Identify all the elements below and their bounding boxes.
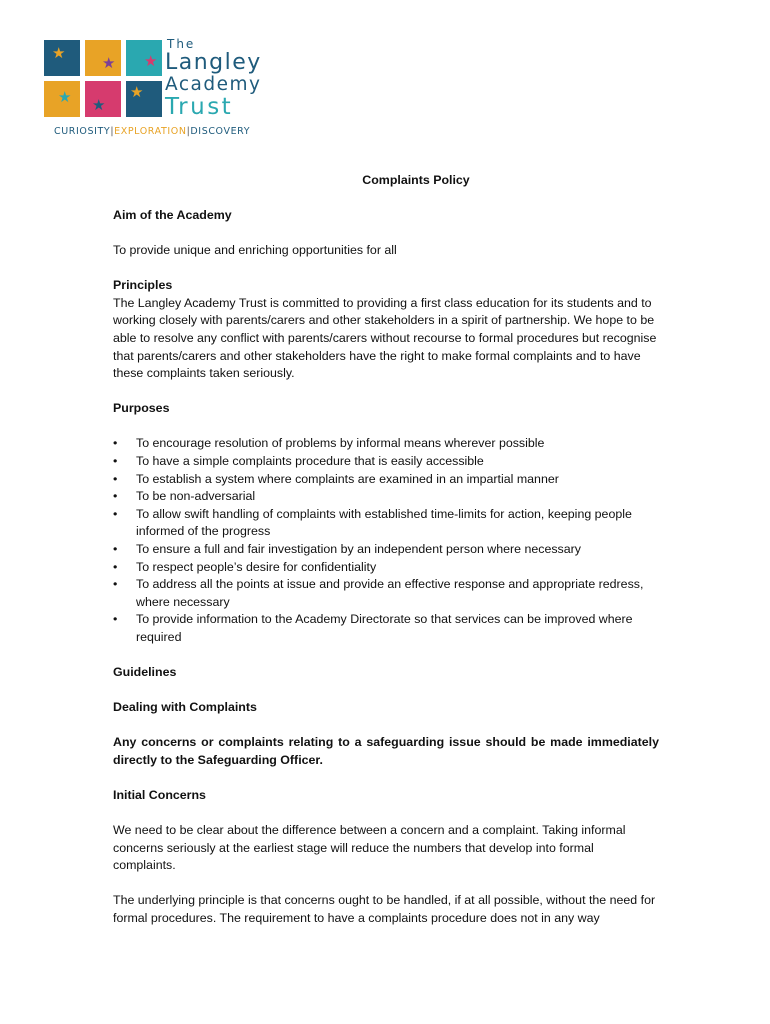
logo-star-icon: ★ [102, 55, 116, 72]
list-item-text: To address all the points at issue and provide an effective response and appropriate redress, where necessary [136, 577, 644, 609]
tagline-curiosity: CURIOSITY [54, 126, 111, 137]
document-body [113, 172, 659, 928]
list-item-text: To have a simple complaints procedure that is easily accessible [136, 454, 484, 469]
list-item-text: To establish a system where complaints are examined in an impartial manner [136, 471, 559, 486]
list-item [113, 453, 659, 471]
tagline-separator: | [186, 126, 191, 137]
list-item [113, 471, 659, 489]
list-item-text: To provide information to the Academy Directorate so that services can be improved where required [136, 612, 633, 644]
list-item [113, 541, 659, 559]
document-title: Complaints Policy [362, 173, 470, 187]
bullet-icon: • [113, 489, 118, 504]
bullet-icon: • [113, 506, 118, 521]
bullet-icon: • [113, 577, 118, 592]
list-item [113, 488, 659, 506]
tagline-separator: | [110, 126, 115, 137]
underlying-principle-text: The underlying principle is that concerns ought to be handled, if at all possible, without the need for formal procedures. The requirement to have a complaints procedure does not in any way [113, 893, 656, 925]
list-item-text: To respect people’s desire for confidentiality [136, 559, 377, 574]
dealing-heading: Dealing with Complaints [113, 700, 257, 715]
tagline-discovery: DISCOVERY [190, 126, 251, 137]
logo-star-icon: ★ [144, 53, 158, 70]
initial-concerns-text: We need to be clear about the difference between a concern and a complaint. Taking informal concerns seriously at the earliest stage will reduce the numbers that develop into formal complaints. [113, 823, 626, 873]
logo-star-icon: ★ [52, 45, 66, 62]
bullet-icon: • [113, 542, 118, 556]
logo-star-icon: ★ [92, 97, 106, 114]
purposes-heading: Purposes [113, 401, 170, 416]
logo-langley: Langley [165, 50, 262, 75]
logo-star-icon: ★ [130, 84, 144, 101]
list-item-text: To allow swift handling of complaints with established time-limits for action, keeping people informed of the progress [136, 506, 632, 539]
principles-heading: Principles [113, 278, 173, 293]
tagline-exploration: EXPLORATION [114, 126, 187, 137]
logo-star-icon: ★ [58, 89, 72, 106]
list-item [113, 576, 659, 611]
logo-trust: Trust [165, 94, 234, 120]
aim-heading: Aim of the Academy [113, 208, 232, 223]
bullet-icon: • [113, 471, 118, 486]
academy-logo [40, 36, 280, 140]
list-item [113, 435, 659, 453]
list-item-text: To encourage resolution of problems by informal means wherever possible [136, 436, 545, 451]
logo-tagline [54, 126, 250, 137]
bullet-icon: • [113, 454, 118, 469]
principles-text: The Langley Academy Trust is committed to providing a first class education for its students and to working closely with parents/carers and other stakeholders in a spirit of partnership. We hope to be able to resolve any conflict with parents/carers without recourse to formal procedures but recognise that parents/carers and other stakeholders have the right to make formal complaints and to have these complaints taken seriously. [113, 295, 657, 381]
bullet-icon: • [113, 436, 118, 451]
logo-academy: Academy [165, 74, 262, 95]
guidelines-heading: Guidelines [113, 665, 177, 680]
logo-the: The [167, 37, 196, 51]
aim-text: To provide unique and enriching opportunities for all [113, 243, 397, 258]
safeguarding-notice: Any concerns or complaints relating to a safeguarding issue should be made immediately directly to the Safeguarding Officer. [113, 735, 659, 767]
list-item-text: To ensure a full and fair investigation by an independent person where necessary [136, 542, 581, 556]
purposes-list [113, 435, 659, 646]
list-item [113, 559, 659, 577]
bullet-icon: • [113, 559, 118, 574]
list-item [113, 611, 659, 646]
list-item-text: To be non-adversarial [136, 489, 256, 504]
list-item [113, 506, 659, 541]
initial-concerns-heading: Initial Concerns [113, 787, 206, 802]
bullet-icon: • [113, 612, 118, 627]
